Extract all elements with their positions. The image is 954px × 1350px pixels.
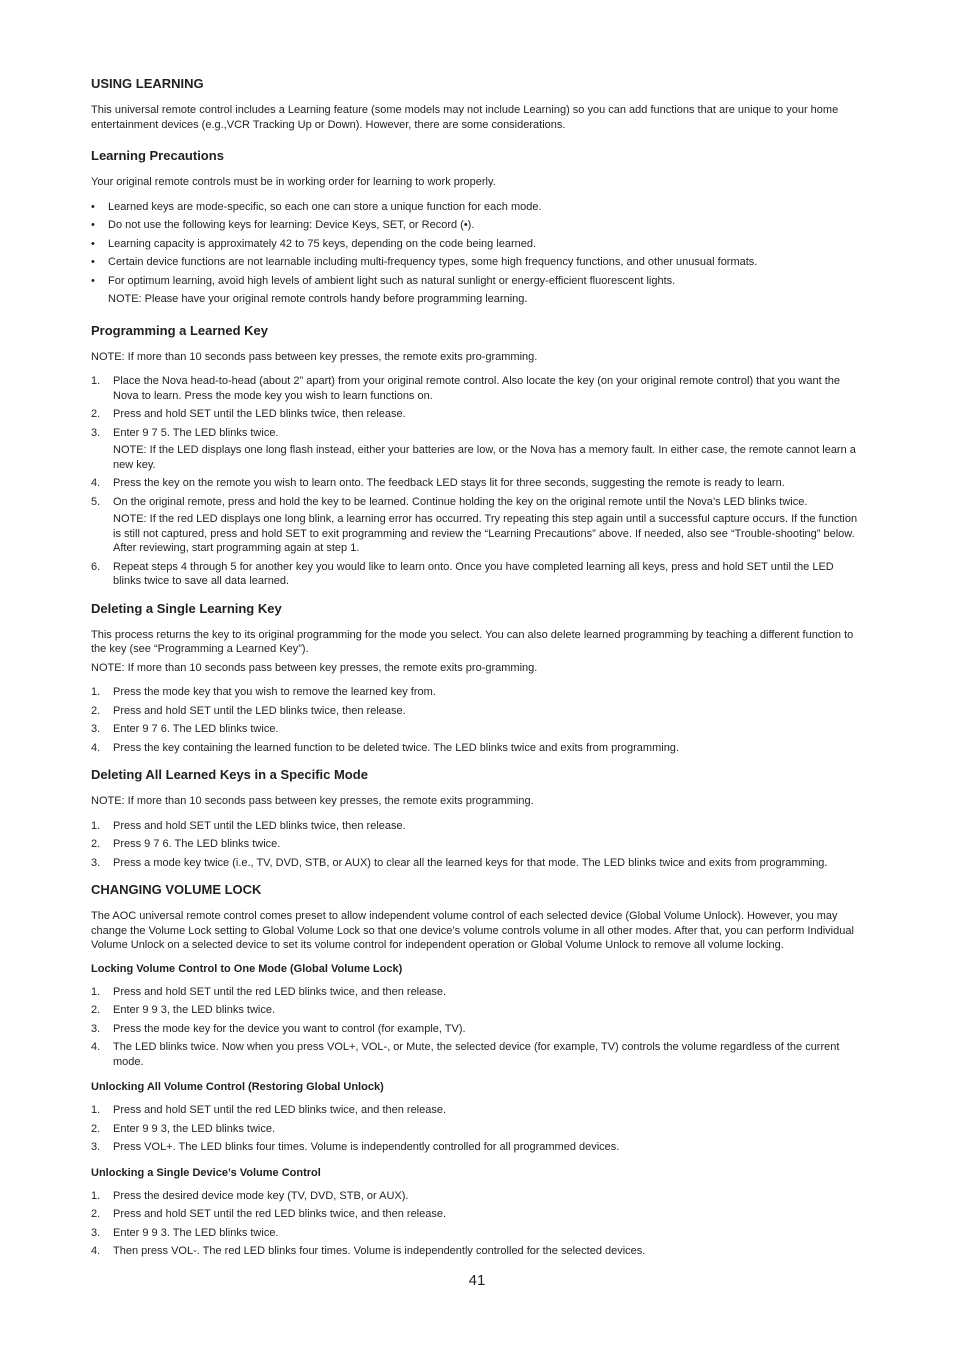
- list-item: • Learning capacity is approximately 42 to 75 keys, depending on the code being learned.: [91, 237, 863, 252]
- global-unlock-steps: [91, 1103, 863, 1155]
- list-item: 2. Press and hold SET until the LED blinks twice, then release.: [91, 408, 406, 420]
- list-item: 4. Press the key on the remote you wish to learn onto. The feedback LED stays lit for three seconds, suggesting the remote is ready to learn.: [91, 477, 785, 489]
- list-item: 3. Press a mode key twice (i.e., TV, DVD, STB, or AUX) to clear all the learned keys for that mode. The LED blinks twice and exits from programming.: [91, 856, 828, 869]
- list-item: 4. Then press VOL-. The red LED blinks four times. Volume is independently controlled for the selected devices.: [91, 1245, 646, 1257]
- step-note: NOTE: If the red LED displays one long blink, a learning error has occurred. Try repeating this step again until a successful capture occurs. If the function is still not captured, press and hold SET to exit programming and review the “Learning Precautions” above. If needed, also see “Trouble-shooting” below. After reviewing, start programming again at step 1.: [113, 513, 858, 554]
- deleting-all-note: NOTE: If more than 10 seconds pass between key presses, the remote exits programming.: [91, 795, 534, 807]
- programming-note: NOTE: If more than 10 seconds pass between key presses, the remote exits pro-gramming.: [91, 350, 538, 363]
- precautions-list: [91, 200, 863, 307]
- list-item: • For optimum learning, avoid high levels of ambient light such as natural sunlight or energy-efficient fluorescent lights.: [91, 274, 863, 289]
- deleting-single-intro: This process returns the key to its original programming for the mode you select. You can also delete learned programming by teaching a different function to the key (see “Programming a Learned Key”).: [91, 628, 854, 655]
- manual-page: [91, 76, 863, 1271]
- list-item: 3. Enter 9 9 3. The LED blinks twice.: [91, 1226, 279, 1239]
- list-item: 2. Press and hold SET until the LED blinks twice, then release.: [91, 704, 406, 717]
- list-item: 3. Enter 9 7 5. The LED blinks twice. NOTE: If the LED displays one long flash instead, either your batteries are low, or the Nova has a memory fault. In either case, the remote cannot learn a new key.: [91, 426, 863, 473]
- list-item: 3. Press VOL+. The LED blinks four times. Volume is independently controlled for all programmed devices.: [91, 1141, 620, 1153]
- list-item: 4. Press the key containing the learned function to be deleted twice. The LED blinks twice and exits from programming.: [91, 741, 679, 754]
- list-item: 2. Enter 9 9 3, the LED blinks twice.: [91, 1004, 276, 1016]
- list-item: 5. On the original remote, press and hold the key to be learned. Continue holding the key on the original remote until the Nova’s LED blinks twice. NOTE: If the red LED displays one long blink, a learning error has occurred. Try repeating this step again until a successful capture occurs. If the function is still not captured, press and hold SET to exit programming and review the “Learning Precautions” above. If needed, also see “Trouble-shooting” below. After reviewing, start programming again at step 1.: [91, 495, 863, 556]
- subsection-title-global-unlock: Unlocking All Volume Control (Restoring Global Unlock): [91, 1081, 384, 1093]
- section-title-deleting-single-key: Deleting a Single Learning Key: [91, 600, 282, 616]
- section-title-changing-volume-lock: CHANGING VOLUME LOCK: [91, 882, 262, 897]
- single-unlock-steps: [91, 1189, 863, 1259]
- list-item: 2. Enter 9 9 3, the LED blinks twice.: [91, 1122, 276, 1135]
- deleting-single-note: NOTE: If more than 10 seconds pass between key presses, the remote exits pro-gramming.: [91, 661, 538, 674]
- list-item: 3. Press the mode key for the device you want to control (for example, TV).: [91, 1022, 466, 1035]
- using-learning-intro: This universal remote control includes a Learning feature (some models may not include Learning) so you can add functions that are unique to your home entertainment devices (e.g.,VCR Tracking Up or Down). However, there are some considerations.: [91, 104, 839, 131]
- subsection-title-global-lock: Locking Volume Control to One Mode (Global Volume Lock): [91, 962, 403, 975]
- list-item: • Learned keys are mode-specific, so each one can store a unique function for each mode.: [91, 200, 863, 215]
- section-title-deleting-all-keys: Deleting All Learned Keys in a Specific Mode: [91, 767, 368, 782]
- list-item: 6. Repeat steps 4 through 5 for another key you would like to learn onto. Once you have completed learning all keys, press and hold SET until the LED blinks twice to save all data learned.: [91, 560, 834, 587]
- list-item: 1. Press and hold SET until the LED blinks twice, then release.: [91, 819, 406, 832]
- section-title-programming-learned-key: Programming a Learned Key: [91, 322, 268, 338]
- list-item: 1. Press and hold SET until the red LED blinks twice, and then release.: [91, 985, 447, 998]
- deleting-single-steps: [91, 685, 863, 755]
- section-title-learning-precautions: Learning Precautions: [91, 148, 224, 163]
- list-item: • Certain device functions are not learnable including multi-frequency types, some high frequency functions, and other unusual formats.: [91, 255, 863, 270]
- list-item: 1. Press the desired device mode key (TV, DVD, STB, or AUX).: [91, 1189, 409, 1202]
- page-number: 41: [468, 1272, 486, 1289]
- deleting-all-steps: [91, 819, 863, 871]
- precautions-intro: Your original remote controls must be in working order for learning to work properly.: [91, 176, 496, 188]
- list-item: 2. Press and hold SET until the red LED blinks twice, and then release.: [91, 1208, 447, 1220]
- list-item: 1. Place the Nova head-to-head (about 2” apart) from your original remote control. Also locate the key (on your original remote control) that you want the Nova to learn. Press the mode key you wish to learn functions on.: [91, 375, 840, 402]
- list-item: 1. Press and hold SET until the red LED blinks twice, and then release.: [91, 1104, 447, 1116]
- list-item: 1. Press the mode key that you wish to remove the learned key from.: [91, 686, 436, 698]
- programming-steps: [91, 374, 863, 589]
- step-note: NOTE: If the LED displays one long flash instead, either your batteries are low, or the Nova has a memory fault. In either case, the remote cannot learn a new key.: [113, 444, 856, 471]
- section-title-using-learning: USING LEARNING: [91, 76, 204, 91]
- list-item: 3. Enter 9 7 6. The LED blinks twice.: [91, 723, 279, 735]
- list-item: 2. Press 9 7 6. The LED blinks twice.: [91, 838, 281, 850]
- precautions-note: NOTE: Please have your original remote controls handy before programming learning.: [108, 293, 528, 305]
- list-item: • Do not use the following keys for learning: Device Keys, SET, or Record (•).: [91, 218, 863, 233]
- list-item: 4. The LED blinks twice. Now when you press VOL+, VOL-, or Mute, the selected device (for example, TV) controls the volume regardless of the current mode.: [91, 1041, 840, 1068]
- global-lock-steps: [91, 985, 863, 1070]
- subsection-title-single-unlock: Unlocking a Single Device’s Volume Control: [91, 1166, 321, 1179]
- volume-lock-intro: The AOC universal remote control comes preset to allow independent volume control of each selected device (Global Volume Unlock). However, you may change the Volume Lock setting to Global Volume Lock so that one device’s volume controls volume in all other modes. After that, you can perform Individual Volume Unlock on a selected device to set its volume control for independent operation or Global Volume Unlock to remove all volume locking.: [91, 910, 854, 951]
